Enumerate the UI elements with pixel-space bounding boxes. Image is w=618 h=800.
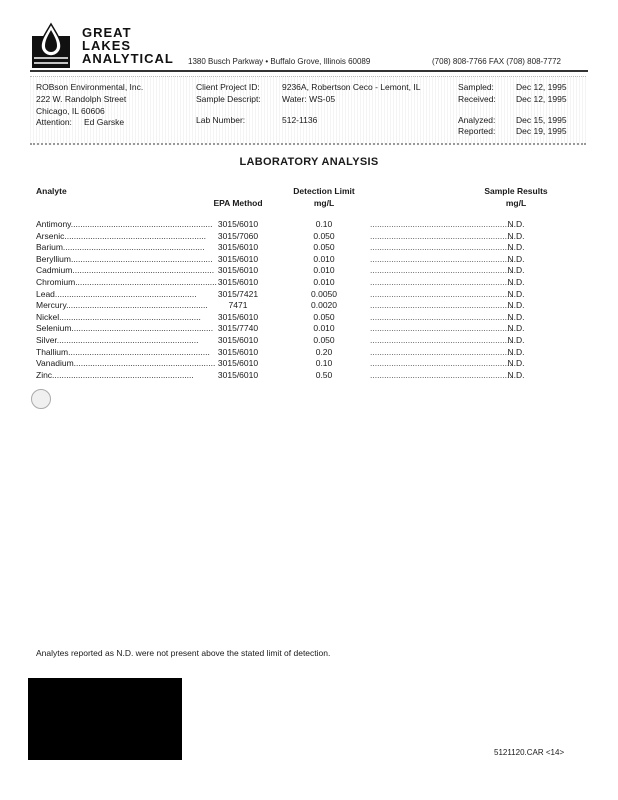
lab-phone-fax: (708) 808-7766 FAX (708) 808-7772 [432,57,561,66]
detection-limit-cell: 0.10 [315,358,333,369]
table-row [0,265,618,277]
sample-result-cell: N.D. [507,288,525,299]
dot-leader: ............................................................ [370,335,512,345]
sample-result-cell: N.D. [507,323,525,334]
analyte-cell: Silver............................................................ [36,335,199,345]
sample-result-cell: N.D. [507,253,525,264]
analyte-cell: Nickel............................................................ [36,311,201,322]
detection-limit-cell: 0.050 [313,311,335,322]
logo-mark-icon [30,22,72,70]
sample-result-cell: N.D. [507,358,525,369]
lab-number-value: 512-1136 [282,115,318,125]
column-header-detection-limit: Detection Limit [293,186,355,196]
dot-leader: ............................................................ [370,219,512,229]
sample-result-cell: N.D. [507,265,525,276]
analyte-cell: Vanadium............................................................ [36,358,216,369]
sample-result-cell: N.D. [507,230,525,241]
dot-leader: ............................................................ [370,300,512,311]
dot-leader: ............................................................ [370,242,512,253]
lab-address: 1380 Busch Parkway • Buffalo Grove, Illinois 60089 [188,57,371,66]
column-header-analyte: Analyte [36,186,67,196]
logo-line-2: LAKES [82,38,132,53]
reported-value: Dec 19, 1995 [516,126,567,136]
footnote: Analytes reported as N.D. were not present above the stated limit of detection. [36,648,331,658]
table-row [0,370,618,382]
logo-line-3: ANALYTICAL [82,51,174,66]
logo-line-1: GREAT [82,25,132,40]
client-city: Chicago, IL 60606 [36,106,105,116]
epa-method-cell: 3015/6010 [217,242,259,253]
detection-limit-cell: 0.050 [313,230,335,241]
redaction-block [28,678,182,760]
table-row [0,300,618,312]
sample-descript-label: Sample Descript: [196,94,261,104]
analyte-cell: Chromium............................................................ [36,277,217,287]
epa-method-cell: 3015/6010 [217,358,259,369]
letterhead-divider [30,70,588,72]
epa-method-cell: 3015/6010 [217,311,259,322]
epa-method-cell: 3015/7740 [217,323,259,334]
epa-method-cell: 3015/6010 [217,369,259,380]
sample-result-cell: N.D. [507,242,525,253]
table-row [0,254,618,266]
table-row [0,242,618,254]
analyte-cell: Arsenic............................................................ [36,230,207,241]
analyte-cell: Lead............................................................ [36,288,197,299]
analyte-cell: Beryllium............................................................ [36,253,213,264]
project-id-value: 9236A, Robertson Ceco - Lemont, IL [282,82,421,92]
analyte-cell: Selenium............................................................ [36,323,214,334]
table-row [0,323,618,335]
project-id-label: Client Project ID: [196,82,260,92]
analyte-cell: Antimony............................................................ [36,219,213,229]
dot-leader: ............................................................ [370,230,512,241]
column-header-sample-results: Sample Results [484,186,548,196]
punch-hole-mark [31,389,51,409]
sample-result-cell: N.D. [507,300,525,311]
document-id: 5121120.CAR <14> [494,748,565,757]
epa-method-cell: 3015/6010 [217,219,259,229]
analyte-cell: Mercury............................................................ [36,300,208,311]
sampled-label: Sampled: [458,82,494,92]
table-row [0,335,618,347]
sample-result-cell: N.D. [507,335,525,345]
dot-leader: ............................................................ [370,346,512,357]
sample-result-cell: N.D. [507,346,525,357]
received-value: Dec 12, 1995 [516,94,567,104]
client-street: 222 W. Randolph Street [36,94,127,104]
dot-leader: ............................................................ [370,288,512,299]
table-row [0,312,618,324]
detection-limit-cell: 0.050 [313,335,335,345]
sample-result-cell: N.D. [507,219,525,229]
sampled-value: Dec 12, 1995 [516,82,567,92]
analyte-cell: Cadmium............................................................ [36,265,215,276]
epa-method-cell: 7471 [228,300,248,311]
analyte-cell: Thallium............................................................ [36,346,210,357]
received-label: Received: [458,94,496,104]
detection-limit-cell: 0.010 [313,265,335,276]
dot-leader: ............................................................ [370,369,512,380]
detection-limit-cell: 0.010 [313,277,335,287]
epa-method-cell: 3015/6010 [217,277,259,287]
sample-result-cell: N.D. [507,277,525,287]
dot-leader: ............................................................ [370,358,512,369]
detection-limit-cell: 0.20 [315,346,333,357]
detection-limit-cell: 0.050 [313,242,335,253]
detection-limit-cell: 0.50 [315,369,333,380]
sample-result-cell: N.D. [507,311,525,322]
analyte-cell: Zinc............................................................ [36,369,194,380]
attention-value: Ed Garske [84,117,125,127]
detection-limit-cell: 0.0020 [311,300,337,311]
reported-label: Reported: [458,126,496,136]
attention-label: Attention: [36,117,72,127]
epa-method-cell: 3015/6010 [217,346,259,357]
table-row [0,277,618,289]
table-row [0,219,618,231]
detection-limit-cell: 0.10 [315,219,333,229]
epa-method-cell: 3015/6010 [217,253,259,264]
table-row [0,289,618,301]
lab-number-label: Lab Number: [196,115,246,125]
sample-descript-value: Water: WS-05 [282,94,336,104]
dot-leader: ............................................................ [370,323,512,334]
epa-method-cell: 3015/7060 [217,230,259,241]
client-company: ROBson Environmental, Inc. [36,82,144,92]
epa-method-cell: 3015/6010 [217,335,259,345]
dot-leader: ............................................................ [370,311,512,322]
table-row [0,347,618,359]
detection-limit-cell: 0.010 [313,323,335,334]
detection-limit-cell: 0.0050 [311,288,337,299]
company-logo-text [82,26,174,65]
column-header-sample-results-unit: mg/L [505,198,527,208]
analyzed-label: Analyzed: [458,115,496,125]
table-row [0,231,618,243]
analyzed-value: Dec 15, 1995 [516,115,567,125]
column-header-epa-method: EPA Method [213,198,263,208]
epa-method-cell: 3015/6010 [217,265,259,276]
dot-leader: ............................................................ [370,253,512,264]
dot-leader: ............................................................ [370,277,512,287]
detection-limit-cell: 0.010 [313,253,335,264]
column-header-detection-limit-unit: mg/L [313,198,335,208]
report-title: LABORATORY ANALYSIS [239,156,379,168]
table-row [0,358,618,370]
analyte-cell: Barium............................................................ [36,242,205,253]
epa-method-cell: 3015/7421 [217,288,259,299]
sample-result-cell: N.D. [507,369,525,380]
dot-leader: ............................................................ [370,265,512,276]
